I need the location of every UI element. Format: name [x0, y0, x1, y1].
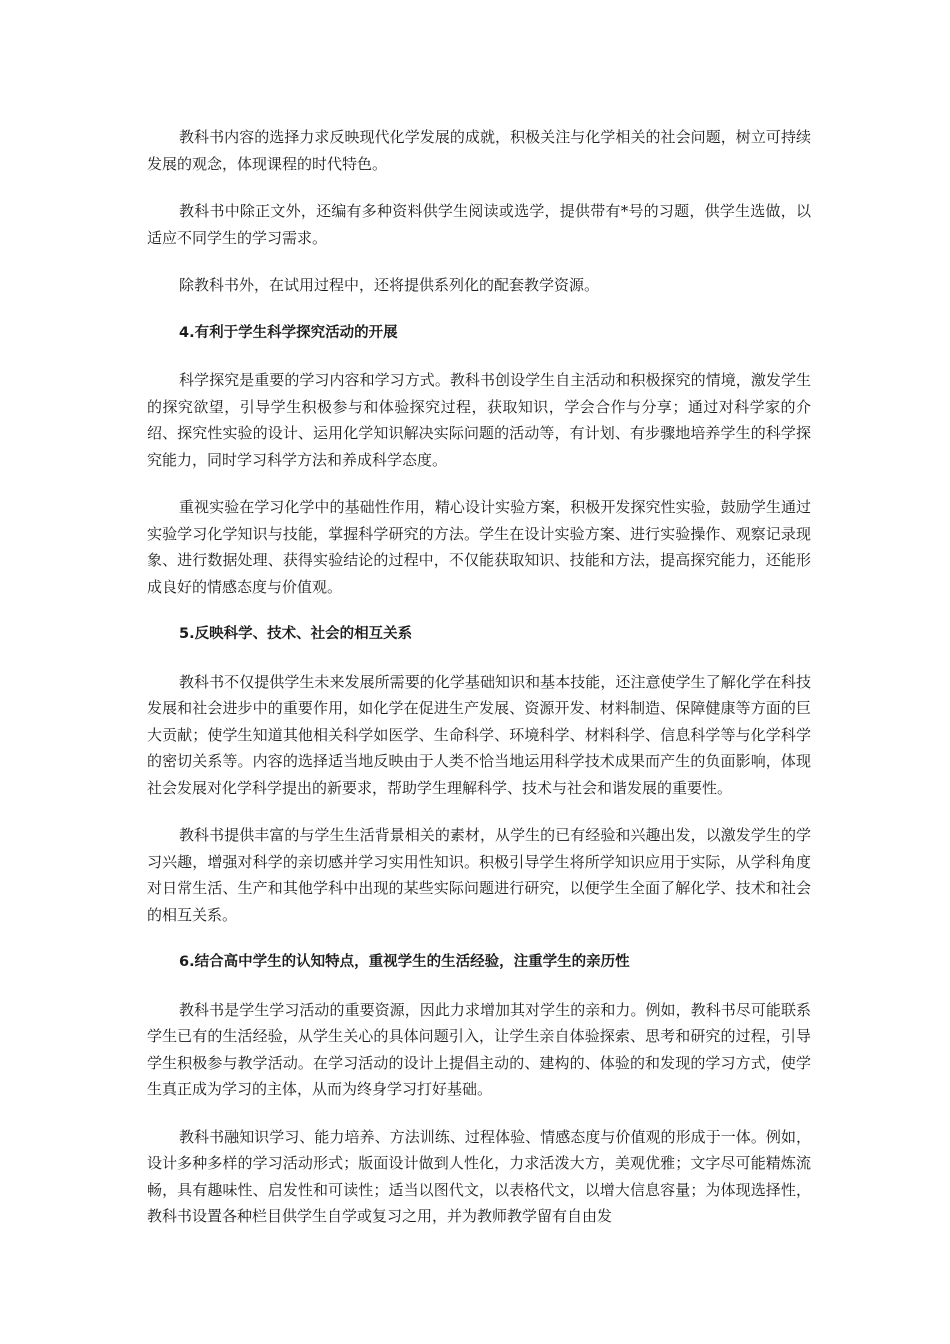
paragraph-scientific-inquiry: 科学探究是重要的学习内容和学习方式。教科书创设学生自主活动和积极探究的情境，激发学生的探究欲望，引导学生积极参与和体验探究过程，获取知识，学会合作与分享；通过对科学家的介绍、探究性实验的设计、运用化学知识解决实际问题的活动等，有计划、有步骤地培养学生的科学探究能力，同时学习科学方法和养成科学态度。: [147, 371, 811, 469]
paragraph-modern-chemistry: 教科书内容的选择力求反映现代化学发展的成就，积极关注与化学相关的社会问题，树立可持续发展的观念，体现课程的时代特色。: [147, 128, 811, 173]
paragraph-integration: 教科书融知识学习、能力培养、方法训练、过程体验、情感态度与价值观的形成于一体。例如，设计多种多样的学习活动形式；版面设计做到人性化，力求活泼大方，美观优雅；文字尽可能精炼流畅，具有趣味性、启发性和可读性；适当以图代文，以表格代文，以增大信息容量；为体现选择性，教科书设置各种栏目供学生自学或复习之用，并为教师教学留有自由发: [147, 1127, 811, 1225]
section-heading-6: 6.结合高中学生的认知特点，重视学生的生活经验，注重学生的亲历性: [179, 954, 630, 970]
paragraph-life-materials: 教科书提供丰富的与学生生活背景相关的素材，从学生的已有经验和兴趣出发，以激发学生的学习兴趣，增强对科学的亲切感并学习实用性知识。积极引导学生将所学知识应用于实际，从学科角度对日常生活、生产和其他学科中出现的某些实际问题进行研究，以便学生全面了解化学、技术和社会的相互关系。: [147, 826, 811, 924]
paragraph-experiments: 重视实验在学习化学中的基础性作用，精心设计实验方案，积极开发探究性实验，鼓励学生通过实验学习化学知识与技能，掌握科学研究的方法。学生在设计实验方案、进行实验操作、观察记录现象、进行数据处理、获得实验结论的过程中，不仅能获取知识、技能和方法，提高探究能力，还能形成良好的情感态度与价值观。: [147, 498, 811, 596]
paragraph-affinity: 教科书是学生学习活动的重要资源，因此力求增加其对学生的亲和力。例如，教科书尽可能联系学生已有的生活经验，从学生关心的具体问题引入，让学生亲自体验探索、思考和研究的过程，引导学生积极参与教学活动。在学习活动的设计上提倡主动的、建构的、体验的和发现的学习方式，使学生真正成为学习的主体，从而为终身学习打好基础。: [147, 1000, 811, 1098]
document-body: [147, 124, 811, 1251]
paragraph-optional-materials: 教科书中除正文外，还编有多种资料供学生阅读或选学，提供带有*号的习题，供学生选做，以适应不同学生的学习需求。: [147, 202, 811, 247]
paragraph-sts-relations: 教科书不仅提供学生未来发展所需要的化学基础知识和基本技能，还注意使学生了解化学在科技发展和社会进步中的重要作用，如化学在促进生产发展、资源开发、材料制造、保障健康等方面的巨大贡献；使学生知道其他相关科学如医学、生命科学、环境科学、材料科学、信息科学等与化学科学的密切关系等。内容的选择适当地反映由于人类不恰当地运用科学技术成果而产生的负面影响，体现社会发展对化学科学提出的新要求，帮助学生理解科学、技术与社会和谐发展的重要性。: [147, 672, 811, 797]
section-heading-4: 4.有利于学生科学探究活动的开展: [179, 324, 398, 341]
section-heading-5: 5.反映科学、技术、社会的相互关系: [179, 626, 413, 642]
paragraph-teaching-resources: 除教科书外，在试用过程中，还将提供系列化的配套教学资源。: [179, 276, 600, 294]
